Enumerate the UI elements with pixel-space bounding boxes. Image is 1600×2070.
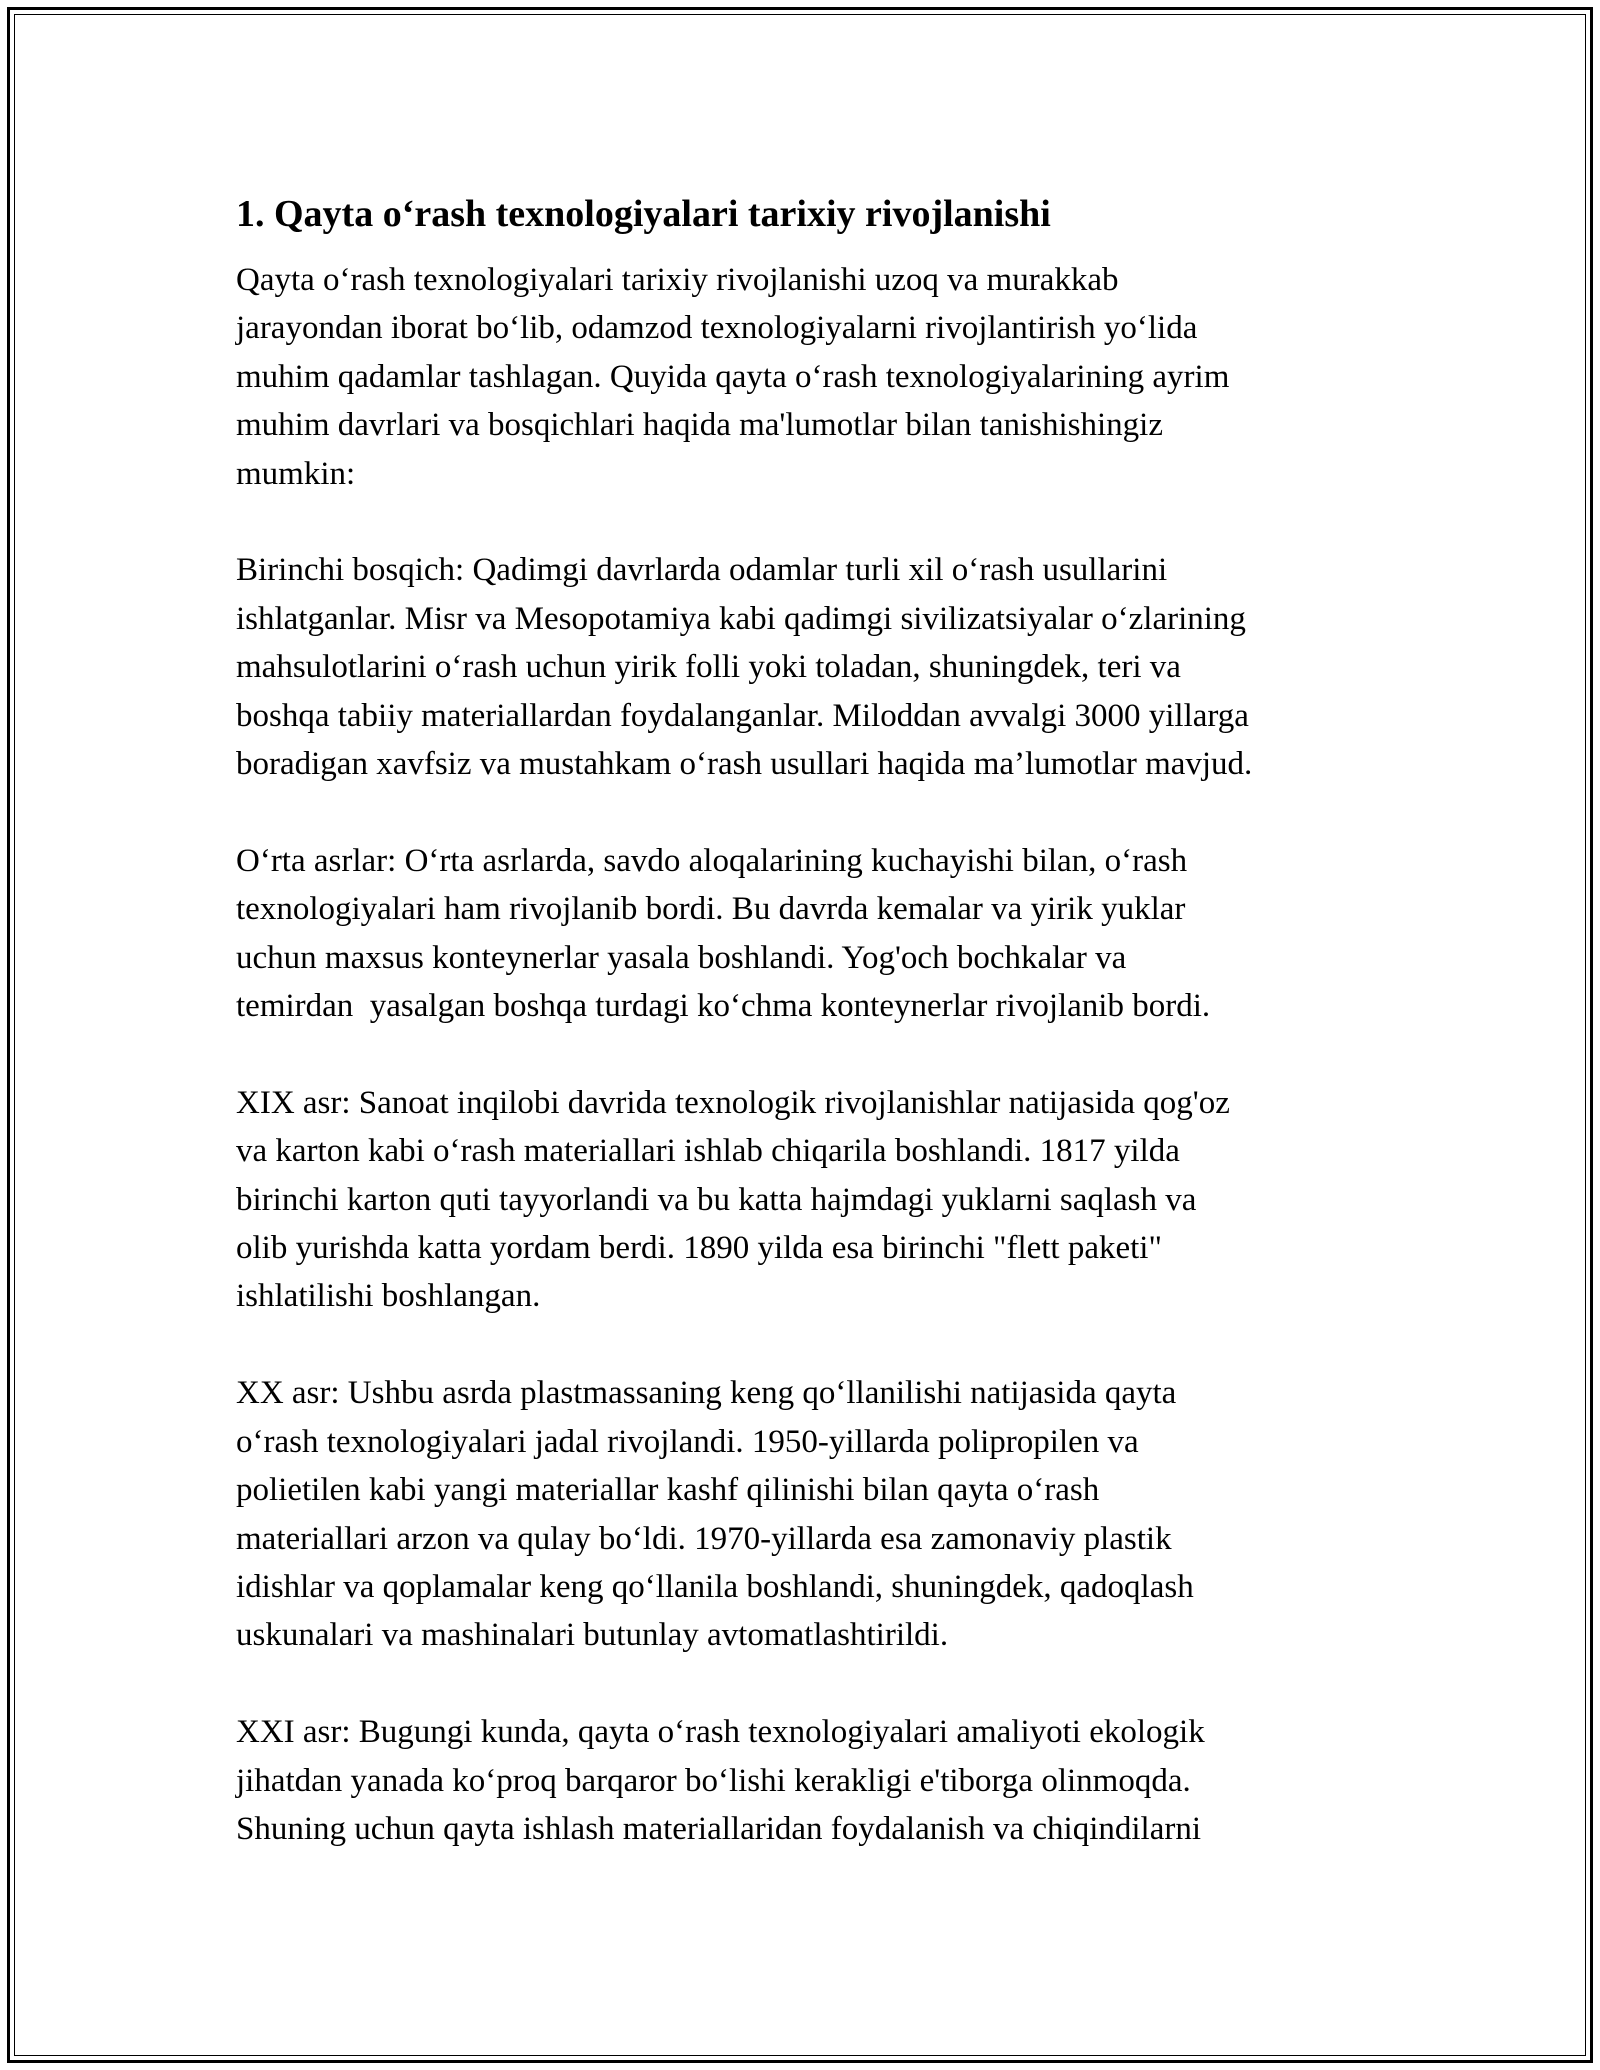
text-line: Shuning uchun qayta ishlash materiallaridan foydalanish va chiqindilarni	[236, 1810, 1202, 1847]
paragraph-middle-ages	[236, 837, 1416, 1031]
text-line: olib yurishda katta yordam berdi. 1890 yilda esa birinchi "flett paketi"	[236, 1230, 1162, 1267]
text-line: uchun maxsus konteynerlar yasala boshlandi. Yog'och bochkalar va	[236, 939, 1127, 976]
text-line: temirdan yasalgan boshqa turdagi ko‘chma konteynerlar rivojlanib bordi.	[236, 988, 1211, 1025]
text-line: ishlatilishi boshlangan.	[236, 1278, 541, 1315]
paragraph-first-stage	[236, 546, 1416, 788]
text-line: boradigan xavfsiz va mustahkam o‘rash usullari haqida ma’lumotlar mavjud.	[236, 746, 1253, 783]
text-line: va karton kabi o‘rash materiallari ishlab chiqarila boshlandi. 1817 yilda	[236, 1133, 1180, 1170]
text-line: texnologiyalari ham rivojlanib bordi. Bu davrda kemalar va yirik yuklar	[236, 891, 1186, 928]
text-line: mahsulotlarini o‘rash uchun yirik folli yoki toladan, shuningdek, teri va	[236, 649, 1181, 686]
text-line: birinchi karton quti tayyorlandi va bu katta hajmdagi yuklarni saqlash va	[236, 1181, 1197, 1218]
text-line: jihatdan yanada ko‘proq barqaror bo‘lishi kerakligi e'tiborga olinmoqda.	[236, 1762, 1191, 1799]
text-line: ishlatganlar. Misr va Mesopotamiya kabi qadimgi sivilizatsiyalar o‘zlarining	[236, 600, 1246, 637]
text-line: XX asr: Ushbu asrda plastmassaning keng qo‘llanilishi natijasida qayta	[236, 1375, 1177, 1412]
paragraph-20th-century	[236, 1369, 1416, 1659]
text-line: muhim qadamlar tashlagan. Quyida qayta o‘rash texnologiyalarining ayrim	[236, 358, 1230, 395]
text-line: Qayta o‘rash texnologiyalari tarixiy rivojlanishi uzoq va murakkab	[236, 262, 1119, 298]
text-line: O‘rta asrlar: O‘rta asrlarda, savdo aloqalarining kuchayishi bilan, o‘rash	[236, 842, 1188, 879]
text-line: XIX asr: Sanoat inqilobi davrida texnologik rivojlanishlar natijasida qog'oz	[236, 1084, 1230, 1121]
text-line: Birinchi bosqich: Qadimgi davrlarda odamlar turli xil o‘rash usullarini	[236, 552, 1168, 589]
text-line: XXI asr: Bugungi kunda, qayta o‘rash texnologiyalari amaliyoti ekologik	[236, 1714, 1205, 1751]
text-line: boshqa tabiiy materiallardan foydalanganlar. Miloddan avvalgi 3000 yillarga	[236, 697, 1249, 734]
section-heading: 1. Qayta o‘rash texnologiyalari tarixiy rivojlanishi	[236, 193, 1051, 235]
text-line: materiallari arzon va qulay bo‘ldi. 1970-yillarda esa zamonaviy plastik	[236, 1520, 1172, 1557]
text-line: jarayondan iborat bo‘lib, odamzod texnologiyalarni rivojlantirish yo‘lida	[236, 310, 1198, 347]
text-line: mumkin:	[236, 455, 356, 492]
text-line: muhim davrlari va bosqichlari haqida ma'lumotlar bilan tanishishingiz	[236, 407, 1163, 444]
paragraph-19th-century	[236, 1079, 1416, 1321]
text-line: idishlar va qoplamalar keng qo‘llanila boshlandi, shuningdek, qadoqlash	[236, 1568, 1194, 1605]
paragraph-21st-century	[236, 1708, 1416, 1853]
text-line: uskunalari va mashinalari butunlay avtomatlashtirildi.	[236, 1617, 949, 1654]
text-line: o‘rash texnologiyalari jadal rivojlandi. 1950-yillarda polipropilen va	[236, 1423, 1139, 1460]
document-body	[236, 186, 1416, 1902]
paragraph-intro	[236, 256, 1416, 498]
text-line: polietilen kabi yangi materiallar kashf qilinishi bilan qayta o‘rash	[236, 1472, 1100, 1509]
